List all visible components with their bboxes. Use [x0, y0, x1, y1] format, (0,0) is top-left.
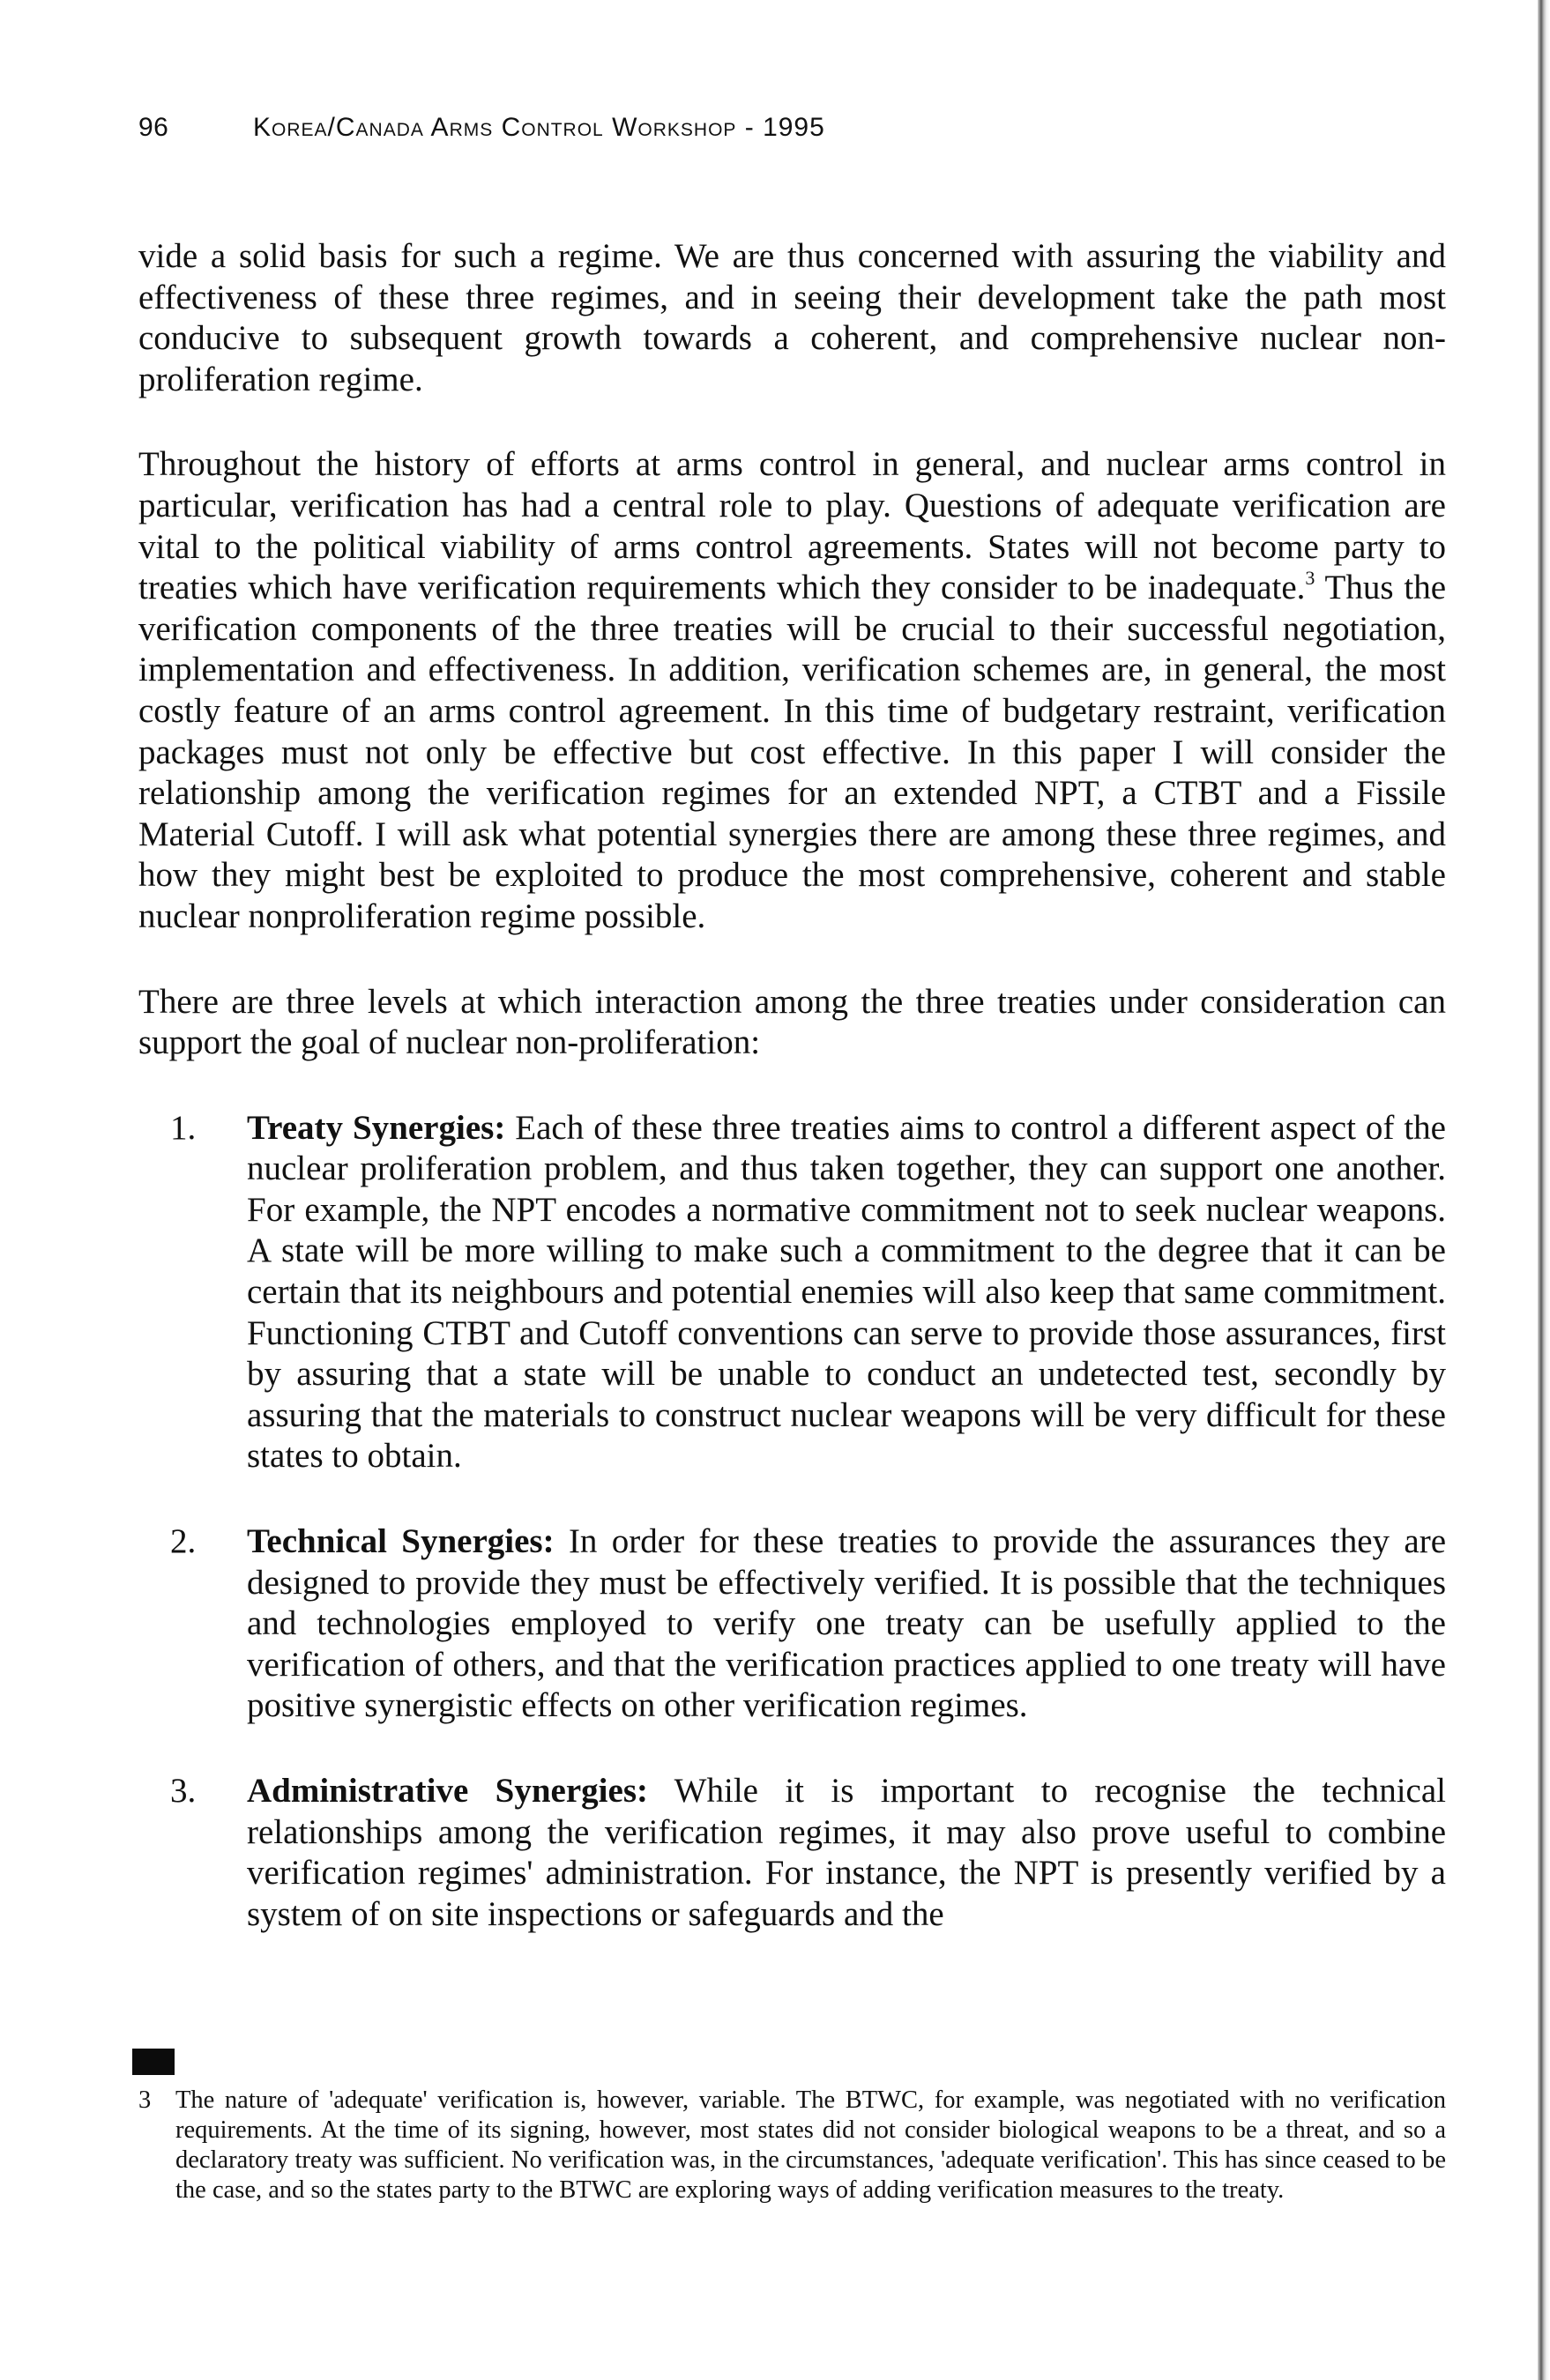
list-item [138, 1771, 1446, 1935]
list-item-number: 3. [170, 1772, 197, 1810]
list-item-label: Treaty Synergies: [247, 1108, 506, 1147]
list-item-label: Administrative Synergies: [247, 1772, 648, 1810]
page-number: 96 [138, 113, 169, 142]
page-header [138, 113, 1417, 157]
footnote-number: 3 [138, 2086, 152, 2114]
list-item-text: In order for these treaties to provide the assurances they are designed to provide they must be effectively verified. It is possible that the techniques and technologies employed to verify one treaty can be usefully applied to the verification of others, and that the verification practices applied to one treaty will have positive synergistic effects on other verification regimes. [247, 1522, 1447, 1725]
scan-edge-shadow [1538, 0, 1550, 2380]
body-text [138, 236, 1446, 1979]
footnote-text: The nature of 'adequate' verification is, however, variable. The BTWC, for example, was negotiated with no verification requirements. At the time of its signing, however, most states did not consider biological weapons to be a threat, and so a declaratory treaty was sufficient. No verification was, in the circumstances, 'adequate verification'. This has since ceased to be the case, and so the states party to the BTWC are exploring ways of adding verification measures to the treaty. [175, 2086, 1446, 2204]
footnote-separator-mark [132, 2049, 175, 2075]
list-item-number: 1. [170, 1108, 197, 1147]
footnote-reference[interactable]: 3 [1305, 567, 1315, 590]
synergies-list [138, 1108, 1446, 1936]
list-item [138, 1108, 1446, 1477]
paragraph-2 [138, 444, 1446, 937]
paragraph-1: vide a solid basis for such a regime. We are thus concerned with assuring the viability and effectiveness of these three regimes, and in seeing their development take the path most conducive to subsequent growth towards a coherent, and comprehensive nuclear non-proliferation regime. [138, 237, 1446, 398]
running-title: Korea/Canada Arms Control Workshop - 1995 [253, 113, 825, 142]
paragraph-2-part-1: Throughout the history of efforts at arms control in general, and nuclear arms control in particular, verification has had a central role to play. Questions of adequate verification are vital to the political viability of arms control agreements. States will not become party to treaties which have verification requirements which they consider to be inadequate. [138, 445, 1446, 607]
paragraph-3: There are three levels at which interaction among the three treaties under consideration can support the goal of nuclear non-proliferation: [138, 982, 1446, 1062]
list-item-text: While it is important to recognise the technical relationships among the verification regimes, it may also prove useful to combine verification regimes' administration. For instance, the NPT is presently verified by a system of on site inspections or safeguards and the [247, 1772, 1447, 1933]
list-item [138, 1521, 1446, 1727]
list-item-label: Technical Synergies: [247, 1522, 555, 1561]
paragraph-2-part-2: Thus the verification components of the three treaties will be crucial to their successful negotiation, implementation and effectiveness. In addition, verification schemes are, in general, the most costly feature of an arms control agreement. In this time of budgetary restraint, verification packages must not only be effective but cost effective. In this paper I will consider the relationship among the verification regimes for an extended NPT, a CTBT and a Fissile Material Cutoff. I will ask what potential synergies there are among these three regimes, and how they might best be exploited to produce the most comprehensive, coherent and stable nuclear nonproliferation regime possible. [138, 569, 1447, 935]
list-item-text: Each of these three treaties aims to control a different aspect of the nuclear proliferation problem, and thus taken together, they can support one another. For example, the NPT encodes a normative commitment not to seek nuclear weapons. A state will be more willing to make such a commitment to the degree that it can be certain that its neighbours and potential enemies will also keep that same commitment. Functioning CTBT and Cutoff conventions can serve to provide those assurances, first by assuring that a state will be unable to conduct an undetected test, secondly by assuring that the materials to construct nuclear weapons will be very difficult for these states to obtain. [247, 1108, 1446, 1476]
footnote [138, 2086, 1446, 2205]
list-item-number: 2. [170, 1522, 197, 1561]
